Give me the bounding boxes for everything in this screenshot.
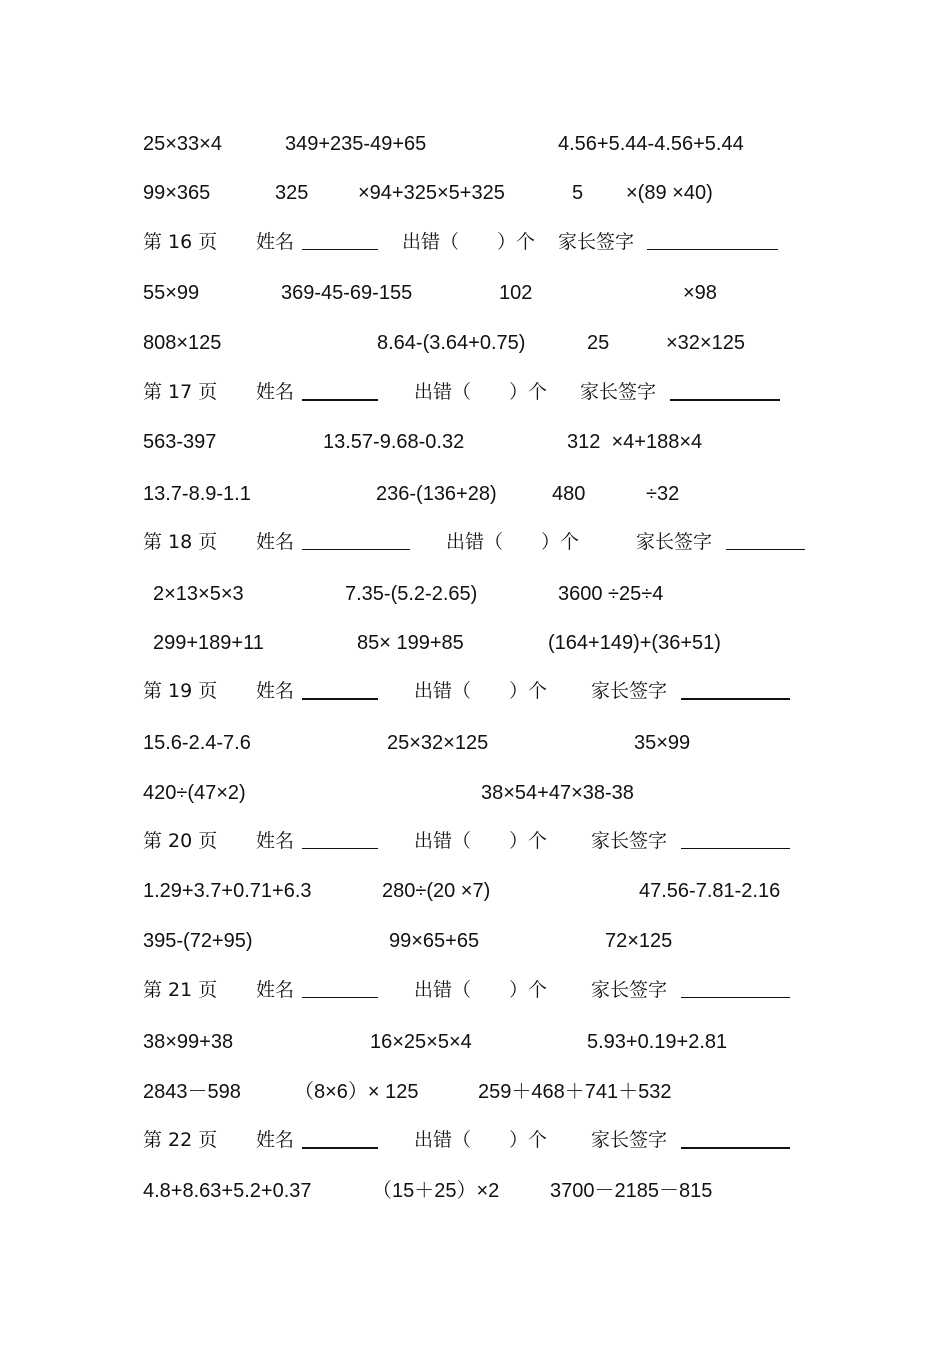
exercise: 4.8+8.63+5.2+0.37 (143, 1180, 312, 1202)
exercise: 563-397 (143, 431, 217, 453)
sign-label: 家长签字 (558, 231, 635, 253)
errors-label: 出错（ ）个 (414, 979, 548, 1001)
name-label: 姓名 (256, 231, 295, 253)
exercise: （8×6）× 125 (294, 1081, 419, 1103)
exercise: ×94+325×5+325 (358, 182, 505, 204)
exercise: 236-(136+28) (376, 483, 497, 505)
exercise: 102 (499, 282, 533, 304)
name-label: 姓名 (256, 979, 295, 1001)
name-blank[interactable] (302, 249, 378, 250)
page-header (0, 975, 950, 1005)
exercise: 369-45-69-155 (281, 282, 413, 304)
page-number: 第 21 页 (143, 979, 218, 1001)
page-number: 第 22 页 (143, 1129, 218, 1151)
exercise-row (0, 628, 950, 658)
exercise: 2843－598 (143, 1081, 241, 1103)
exercise: 25×33×4 (143, 133, 222, 155)
sign-blank[interactable] (647, 249, 778, 250)
sign-label: 家长签字 (591, 979, 668, 1001)
page-header (0, 826, 950, 856)
name-label: 姓名 (256, 680, 295, 702)
exercise: 420÷(47×2) (143, 782, 246, 804)
exercise: 15.6-2.4-7.6 (143, 732, 251, 754)
exercise: 13.7-8.9-1.1 (143, 483, 251, 505)
exercise-row (0, 479, 950, 509)
exercise-row (0, 1027, 950, 1057)
name-label: 姓名 (256, 830, 295, 852)
exercise: 99×365 (143, 182, 211, 204)
exercise: 55×99 (143, 282, 200, 304)
exercise: 259＋468＋741＋532 (478, 1081, 672, 1103)
exercise: 2×13×5×3 (153, 583, 244, 605)
exercise: 280÷(20 ×7) (382, 880, 491, 902)
errors-label: 出错（ ）个 (414, 680, 548, 702)
exercise: ×32×125 (666, 332, 745, 354)
exercise-row (0, 328, 950, 358)
sign-blank[interactable] (681, 698, 790, 700)
exercise: 808×125 (143, 332, 222, 354)
sign-blank[interactable] (726, 549, 805, 550)
exercise-row (0, 278, 950, 308)
exercise-row (0, 129, 950, 159)
page-header (0, 527, 950, 557)
exercise: 395-(72+95) (143, 930, 253, 952)
page-number: 第 17 页 (143, 381, 218, 403)
page-header (0, 377, 950, 407)
exercise: 349+235-49+65 (285, 133, 427, 155)
exercise-row (0, 1077, 950, 1107)
exercise: 312 ×4+188×4 (567, 431, 703, 453)
errors-label: 出错（ ）个 (402, 231, 536, 253)
exercise: 480 (552, 483, 586, 505)
exercise: 5.93+0.19+2.81 (587, 1031, 728, 1053)
exercise: ÷32 (646, 483, 680, 505)
page-number: 第 18 页 (143, 531, 218, 553)
exercise: 5 (572, 182, 584, 204)
exercise: 16×25×5×4 (370, 1031, 472, 1053)
page-number: 第 19 页 (143, 680, 218, 702)
sign-label: 家长签字 (580, 381, 657, 403)
name-blank[interactable] (302, 1147, 378, 1149)
exercise: 7.35-(5.2-2.65) (345, 583, 478, 605)
exercise: 38×54+47×38-38 (481, 782, 634, 804)
exercise: (164+149)+(36+51) (548, 632, 721, 654)
page-header (0, 676, 950, 706)
exercise-row (0, 427, 950, 457)
name-blank[interactable] (302, 549, 410, 550)
exercise: 35×99 (634, 732, 691, 754)
sign-label: 家长签字 (591, 1129, 668, 1151)
exercise: 47.56-7.81-2.16 (639, 880, 781, 902)
exercise-row (0, 876, 950, 906)
errors-label: 出错（ ）个 (414, 381, 548, 403)
exercise: 8.64-(3.64+0.75) (377, 332, 526, 354)
page-header (0, 1125, 950, 1155)
exercise-row (0, 778, 950, 808)
name-blank[interactable] (302, 399, 378, 401)
exercise: 99×65+65 (389, 930, 480, 952)
exercise: ×98 (683, 282, 717, 304)
exercise-row (0, 728, 950, 758)
exercise: 3700－2185－815 (550, 1180, 713, 1202)
exercise-row (0, 178, 950, 208)
name-blank[interactable] (302, 997, 378, 998)
exercise: 3600 ÷25÷4 (558, 583, 664, 605)
exercise: 325 (275, 182, 309, 204)
sign-blank[interactable] (681, 1147, 790, 1149)
exercise: 299+189+11 (153, 632, 264, 654)
exercise: 1.29+3.7+0.71+6.3 (143, 880, 312, 902)
sign-blank[interactable] (670, 399, 780, 401)
exercise: 72×125 (605, 930, 673, 952)
page-number: 第 16 页 (143, 231, 218, 253)
errors-label: 出错（ ）个 (414, 830, 548, 852)
sign-blank[interactable] (681, 848, 790, 849)
sign-label: 家长签字 (591, 680, 668, 702)
exercise-row (0, 926, 950, 956)
sign-blank[interactable] (681, 997, 790, 998)
exercise: 4.56+5.44-4.56+5.44 (558, 133, 744, 155)
name-blank[interactable] (302, 698, 378, 700)
sign-label: 家长签字 (591, 830, 668, 852)
exercise: 25 (587, 332, 610, 354)
name-label: 姓名 (256, 1129, 295, 1151)
name-label: 姓名 (256, 381, 295, 403)
exercise-row (0, 579, 950, 609)
name-blank[interactable] (302, 848, 378, 849)
exercise: （15＋25）×2 (372, 1180, 500, 1202)
exercise: 13.57-9.68-0.32 (323, 431, 465, 453)
page-number: 第 20 页 (143, 830, 218, 852)
exercise: 38×99+38 (143, 1031, 234, 1053)
exercise: 85× 199+85 (357, 632, 464, 654)
page-header (0, 227, 950, 257)
name-label: 姓名 (256, 531, 295, 553)
exercise: 25×32×125 (387, 732, 489, 754)
sign-label: 家长签字 (636, 531, 713, 553)
exercise: ×(89 ×40) (626, 182, 713, 204)
errors-label: 出错（ ）个 (414, 1129, 548, 1151)
errors-label: 出错（ ）个 (446, 531, 580, 553)
exercise-row (0, 1176, 950, 1206)
